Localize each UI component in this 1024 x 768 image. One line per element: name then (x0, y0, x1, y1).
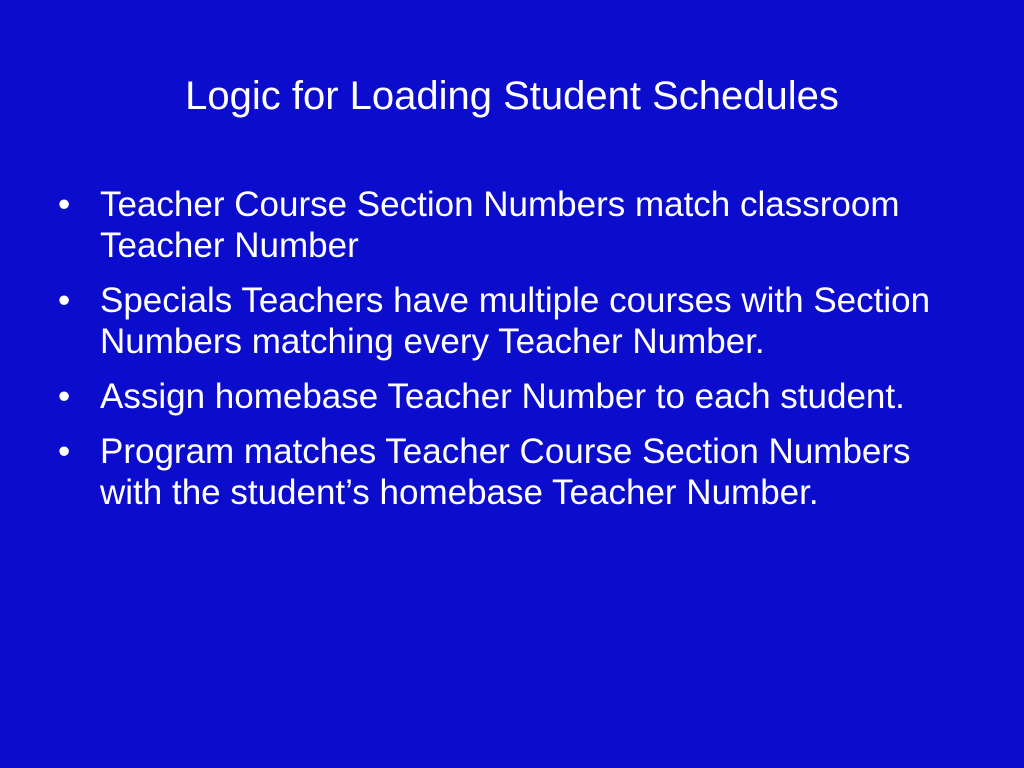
bullet-text: Specials Teachers have multiple courses with Section Numbers matching every Teacher Number. (100, 281, 931, 361)
slide-title: Logic for Loading Student Schedules (185, 74, 839, 118)
bullet-item (58, 280, 958, 362)
bullet-text: Assign homebase Teacher Number to each student. (100, 377, 905, 416)
bullet-text: Program matches Teacher Course Section Numbers with the student’s homebase Teacher Number. (100, 432, 911, 512)
bullet-item (58, 431, 958, 513)
bullet-point-icon: • (58, 432, 71, 471)
bullet-item (58, 376, 958, 417)
bullet-list (58, 184, 958, 527)
bullet-text: Teacher Course Section Numbers match classroom Teacher Number (100, 185, 900, 265)
bullet-point-icon: • (58, 377, 71, 416)
bullet-point-icon: • (58, 281, 71, 320)
bullet-item (58, 184, 958, 266)
bullet-point-icon: • (58, 185, 71, 224)
